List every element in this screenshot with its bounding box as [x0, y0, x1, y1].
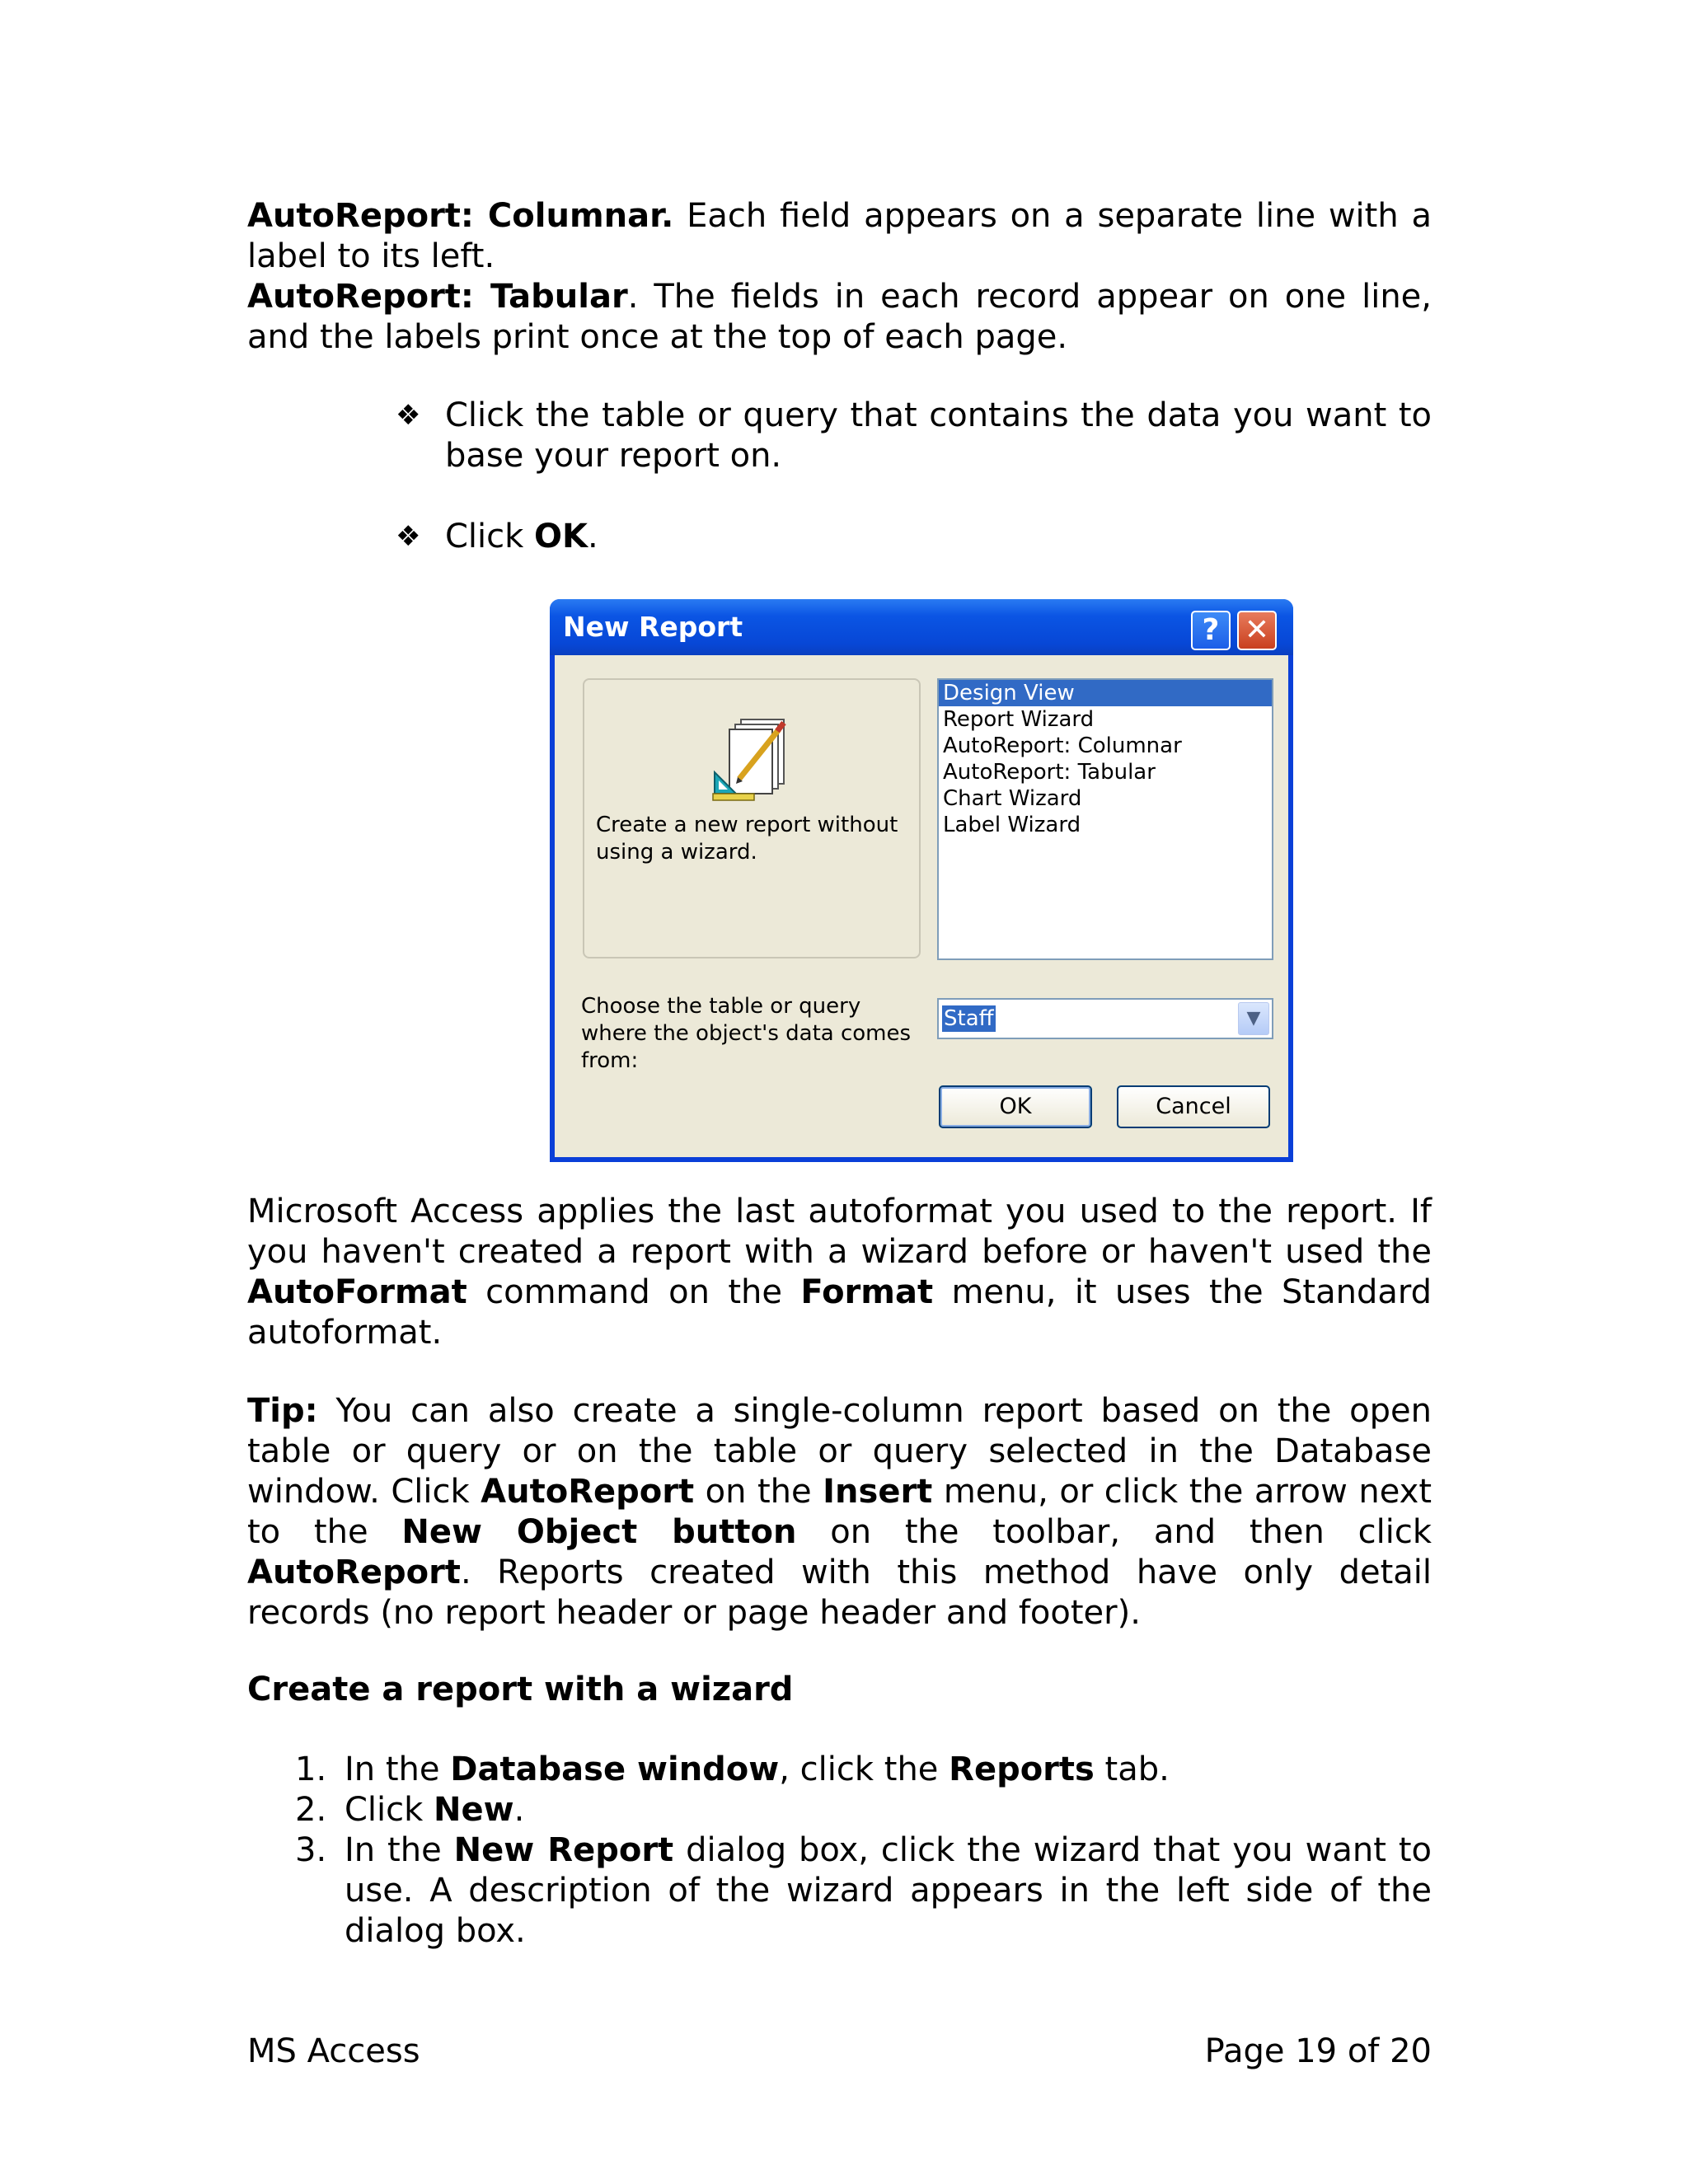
columnar-text: Each field appears on a separate line with a label to its left. — [247, 197, 1432, 275]
step-item — [295, 1790, 1432, 1830]
bullet-item — [396, 396, 1432, 476]
close-button[interactable]: ✕ — [1237, 611, 1277, 650]
text-run: on the — [694, 1473, 823, 1511]
text-run: , click the — [779, 1750, 950, 1788]
tip-paragraph — [247, 1391, 1432, 1633]
dialog-client — [555, 655, 1288, 1157]
step-number: 3. — [295, 1831, 327, 1869]
columnar-definition — [247, 196, 1432, 277]
list-item[interactable]: AutoReport: Tabular — [943, 760, 1156, 785]
bold-run: New Object button — [401, 1513, 797, 1551]
text-run: In the — [345, 1831, 454, 1869]
text-run: command on the — [467, 1273, 801, 1311]
diamond-bullet-icon: ❖ — [396, 399, 421, 432]
bold-run: New — [434, 1791, 514, 1829]
bold-run: New Report — [453, 1831, 674, 1869]
autoformat-paragraph — [247, 1192, 1432, 1353]
text-run: . — [513, 1791, 525, 1829]
steps-list — [295, 1750, 1432, 1952]
step-number: 1. — [295, 1750, 327, 1788]
bullet-prefix: Click — [445, 518, 535, 555]
list-item[interactable]: Chart Wizard — [943, 786, 1082, 811]
bold-run: Database window — [450, 1750, 780, 1788]
text-run: on the toolbar, and then click — [796, 1513, 1432, 1551]
text-run: tab. — [1094, 1750, 1170, 1788]
ok-button[interactable]: OK — [939, 1085, 1092, 1128]
report-type-list[interactable] — [937, 678, 1273, 960]
text-run: dialog box, click the wizard that you want to use. A description of the wizard appears in the left side of the dialog box. — [345, 1831, 1432, 1950]
text-run: You can also create a single-column report based on the open table or query or on the table or query selected in the Database window. Click — [247, 1392, 1432, 1511]
cancel-button[interactable]: Cancel — [1117, 1085, 1270, 1128]
tip-label: Tip: — [247, 1392, 318, 1430]
dialog-title: New Report — [563, 611, 743, 643]
list-item[interactable]: Design View — [939, 680, 1272, 706]
text-run: . Reports created with this method have only detail records (no report header or page header and footer). — [247, 1554, 1432, 1632]
bullet-bold: OK — [534, 518, 588, 555]
diamond-bullet-icon: ❖ — [396, 520, 421, 553]
dialog-titlebar — [550, 599, 1293, 655]
report-design-icon — [708, 713, 799, 804]
section-heading: Create a report with a wizard — [247, 1671, 794, 1708]
text-run: Microsoft Access applies the last autoformat you used to the report. If you haven't created a report with a wizard before or haven't used the — [247, 1193, 1432, 1271]
text-run: menu, it uses the Standard autoformat. — [247, 1273, 1432, 1352]
bold-run: AutoReport — [247, 1554, 461, 1591]
description-text: Create a new report without using a wizard. — [596, 813, 898, 865]
columnar-term: AutoReport: Columnar. — [247, 197, 674, 235]
description-panel — [583, 678, 921, 958]
bold-run: Format — [800, 1273, 934, 1311]
step-number: 2. — [295, 1791, 327, 1829]
choose-source-label: Choose the table or query where the object's data comes from: — [581, 994, 912, 1073]
bold-run: AutoFormat — [247, 1273, 467, 1311]
bullet-item — [396, 517, 1432, 557]
new-report-dialog — [550, 599, 1293, 1162]
list-item[interactable]: Report Wizard — [943, 707, 1095, 732]
tabular-definition — [247, 277, 1432, 358]
bullet-suffix: . — [588, 518, 598, 555]
text-run: menu, or click the arrow next to the — [247, 1473, 1432, 1551]
bullet-list — [396, 396, 1432, 557]
bold-run: Insert — [823, 1473, 933, 1511]
list-item[interactable]: Label Wizard — [943, 813, 1081, 837]
step-item — [295, 1750, 1432, 1790]
page-number: Page 19 of 20 — [1204, 2032, 1432, 2070]
footer-title: MS Access — [247, 2032, 420, 2070]
bold-run: Reports — [949, 1750, 1095, 1788]
intro-paragraph — [247, 196, 1432, 358]
help-button[interactable]: ? — [1191, 611, 1231, 650]
tabular-term: AutoReport: Tabular — [247, 278, 628, 316]
combo-value: Staff — [944, 1006, 994, 1031]
text-run: Click — [345, 1791, 434, 1829]
bold-run: AutoReport — [481, 1473, 695, 1511]
bullet-text: Click the table or query that contains the data you want to base your report on. — [445, 396, 1432, 475]
tabular-text: . The fields in each record appear on one line, and the labels print once at the top of each page. — [247, 278, 1432, 356]
chevron-down-icon[interactable]: ▼ — [1238, 1002, 1269, 1035]
step-item — [295, 1830, 1432, 1952]
list-item[interactable]: AutoReport: Columnar — [943, 733, 1182, 758]
source-combo[interactable] — [937, 998, 1273, 1039]
text-run: In the — [345, 1750, 451, 1788]
